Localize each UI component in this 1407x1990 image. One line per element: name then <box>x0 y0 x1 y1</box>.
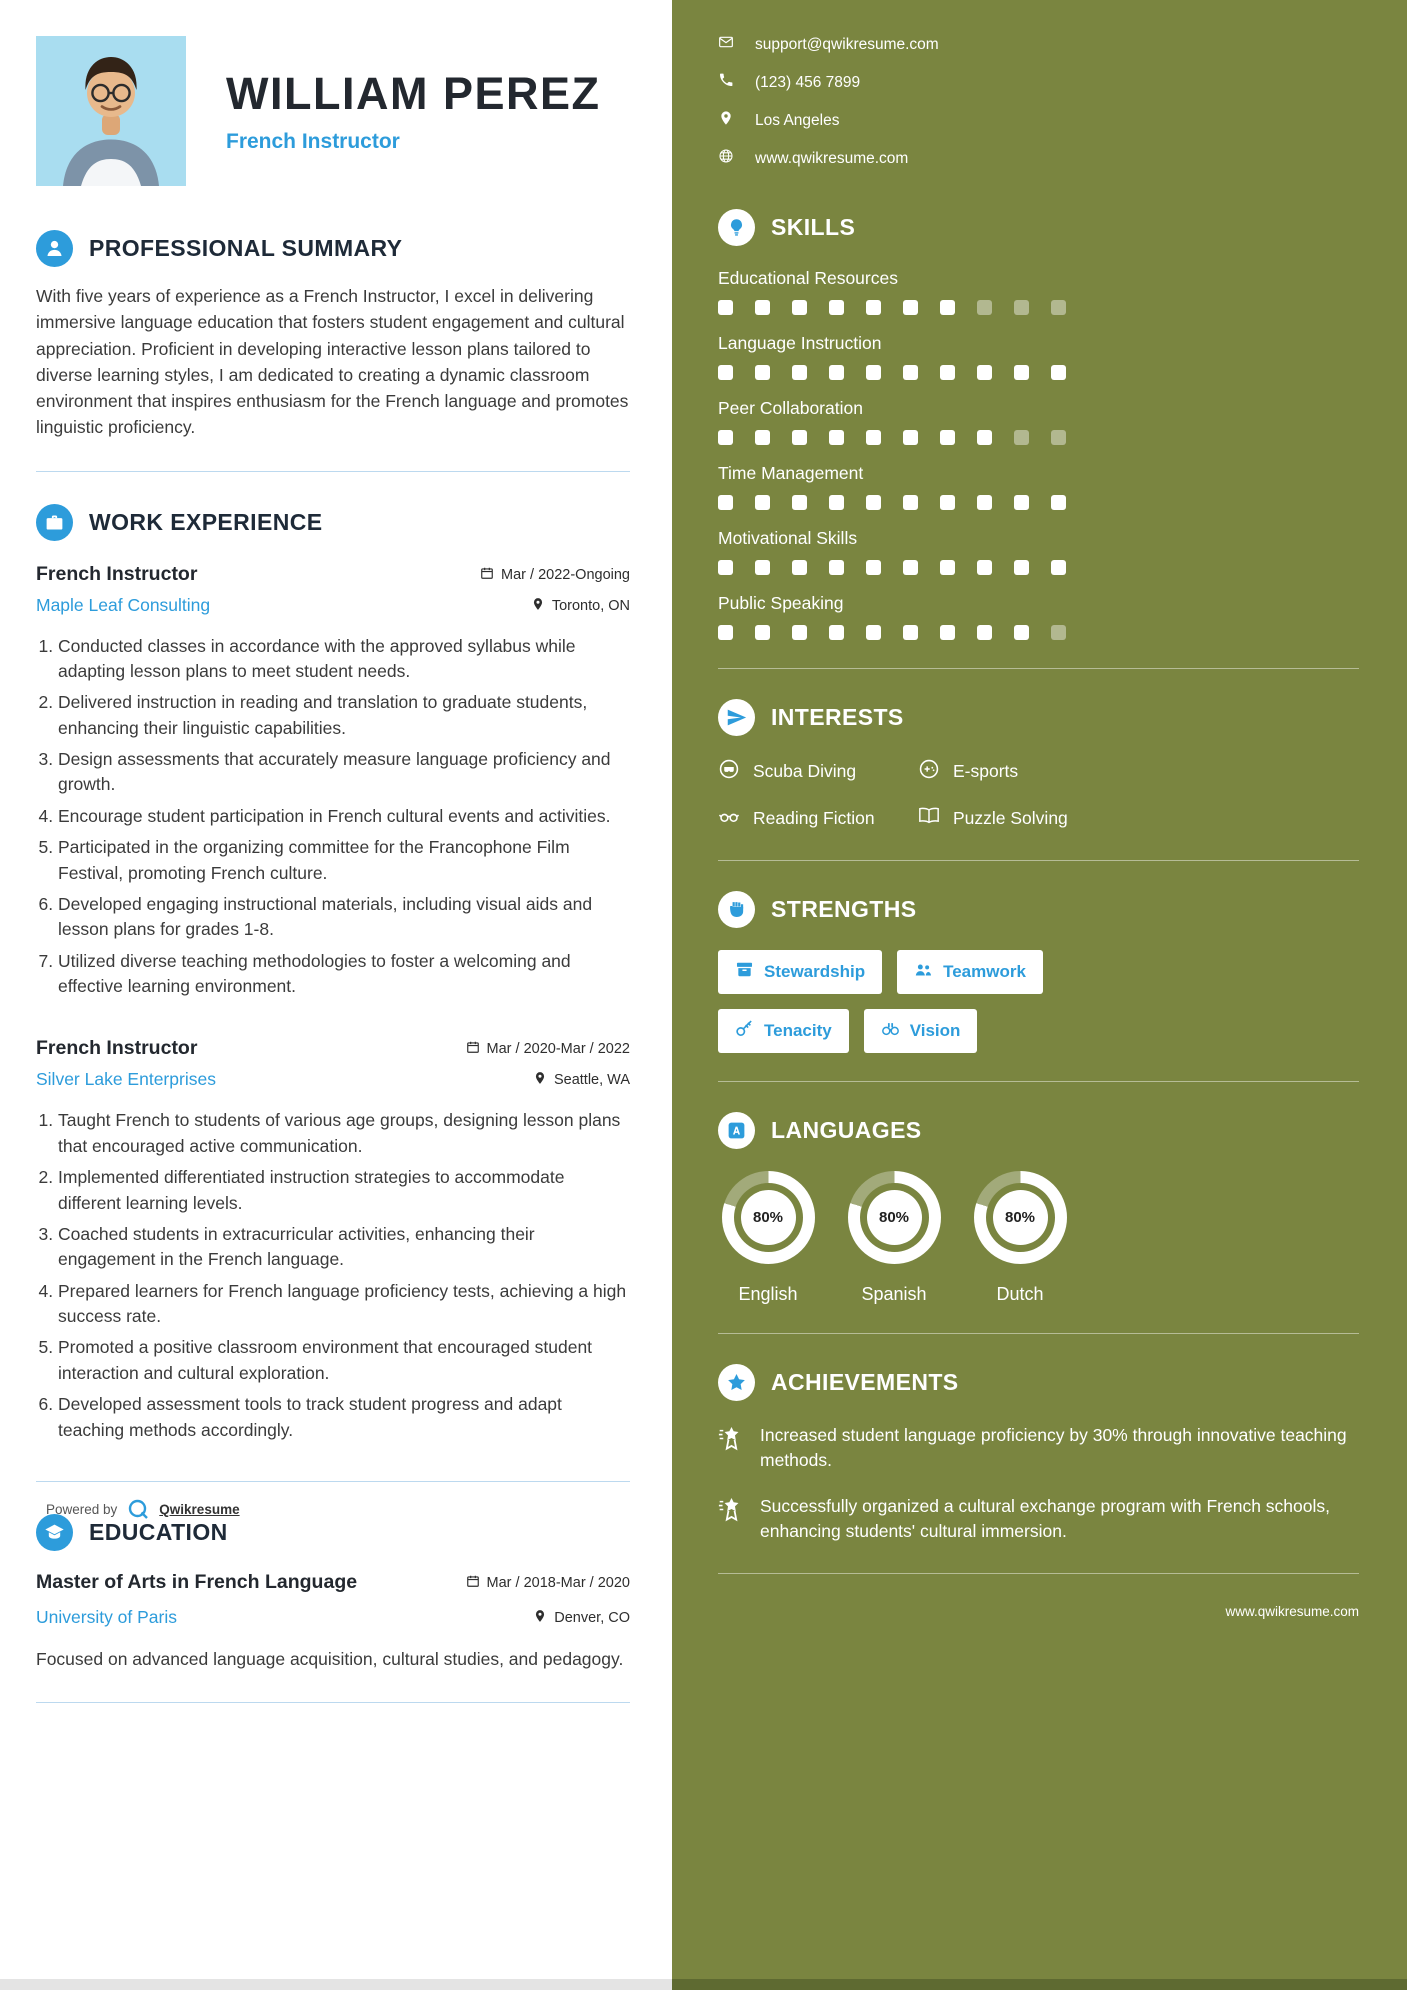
section-skills <box>718 209 1359 640</box>
skill-level-dot <box>866 430 881 445</box>
skills-list <box>718 268 1359 640</box>
binoculars-icon <box>881 1019 900 1043</box>
strength-label: Teamwork <box>943 962 1026 981</box>
skill-level-dot <box>977 625 992 640</box>
skill-level-bar <box>718 430 1359 445</box>
strength-item <box>864 1009 978 1053</box>
powered-by-label: Powered by <box>46 1501 118 1517</box>
achievement-text: Increased student language proficiency by 30% through innovative teaching methods. <box>760 1425 1347 1471</box>
job-bullet: 6. Developed engaging instructional materials, including visual aids and lesson plans for grades 1-8. <box>58 892 630 943</box>
interest-item <box>718 805 908 832</box>
skill-level-dot <box>792 365 807 380</box>
strength-label: Stewardship <box>764 962 866 981</box>
skill-level-dot <box>1051 560 1066 575</box>
section-languages <box>718 1112 1359 1305</box>
skill-level-bar <box>718 300 1359 315</box>
job-bullet: 1. Conducted classes in accordance with the approved syllabus while adapting lesson plans to meet student needs. <box>58 634 630 685</box>
skill-level-dot <box>1014 560 1029 575</box>
skill-level-dot <box>755 365 770 380</box>
skill-level-dot <box>903 300 918 315</box>
skill-level-dot <box>1014 625 1029 640</box>
education-dates-text: Mar / 2018-Mar / 2020 <box>486 1574 630 1591</box>
candidate-name: WILLIAM PEREZ <box>226 68 601 119</box>
skill-item <box>718 333 1359 380</box>
skill-level-dot <box>866 300 881 315</box>
skill-level-dot <box>977 365 992 380</box>
summary-text: With five years of experience as a French Instructor, I excel in delivering immersive language education that fosters student engagement and cultural appreciation. Proficient in developing interactive lesson plans tailored to diverse learning styles, I am dedicated to creating a dynamic classroom environment that inspires enthusiasm for the French language and promotes linguistic proficiency. <box>36 286 629 438</box>
job-location-text: Seattle, WA <box>553 1072 630 1089</box>
phone-icon <box>718 72 734 93</box>
contact-item <box>718 148 1359 169</box>
section-professional-summary <box>36 230 630 441</box>
skill-level-dot <box>977 495 992 510</box>
envelope-icon <box>718 34 734 55</box>
avatar <box>36 36 186 186</box>
skill-level-dot <box>792 430 807 445</box>
language-item <box>844 1171 944 1305</box>
job-bullet: 3. Design assessments that accurately measure language proficiency and growth. <box>58 747 630 798</box>
job-subheader-row <box>36 586 630 616</box>
page-bottom-strip <box>0 1979 1407 1990</box>
strengths-heading: STRENGTHS <box>771 896 917 922</box>
glasses-icon <box>718 805 740 832</box>
language-percent: 80% <box>741 1190 796 1245</box>
gamepad-icon <box>918 758 940 785</box>
strength-label: Vision <box>909 1021 961 1040</box>
calendar-icon <box>466 1574 480 1592</box>
contact-text: support@qwikresume.com <box>755 35 939 53</box>
degree-title: Master of Arts in French Language <box>36 1570 358 1593</box>
strengths-list <box>718 950 1058 1053</box>
skill-level-dot <box>977 430 992 445</box>
job-header-row <box>36 1037 630 1060</box>
interest-label: Puzzle Solving <box>953 808 1068 828</box>
language-ring-hole <box>734 1183 803 1252</box>
skill-level-bar <box>718 365 1359 380</box>
work-heading: WORK EXPERIENCE <box>89 508 323 535</box>
section-strengths <box>718 891 1359 1053</box>
language-percent: 80% <box>867 1190 922 1245</box>
skill-name: Motivational Skills <box>718 528 858 548</box>
medal-icon <box>718 1496 745 1528</box>
job-bullet: 1. Taught French to students of various age groups, designing lesson plans that encouraged active communication. <box>58 1108 630 1159</box>
skill-level-dot <box>755 495 770 510</box>
skill-item <box>718 528 1359 575</box>
skill-level-dot <box>1014 365 1029 380</box>
skill-level-dot <box>1051 495 1066 510</box>
skill-level-dot <box>1014 495 1029 510</box>
achievement-text: Successfully organized a cultural exchange program with French schools, enhancing students' cultural immersion. <box>760 1495 1331 1542</box>
qwikresume-brand-link[interactable]: Qwikresume <box>159 1501 240 1517</box>
pin-icon <box>531 597 545 615</box>
skill-level-dot <box>792 300 807 315</box>
strength-label: Tenacity <box>764 1021 832 1040</box>
achievements-heading: ACHIEVEMENTS <box>771 1369 959 1395</box>
job-bullet: 3. Coached students in extracurricular activities, enhancing their engagement in the French language. <box>58 1222 630 1273</box>
education-location-text: Denver, CO <box>554 1609 630 1626</box>
school-name: University of Paris <box>36 1606 178 1627</box>
job-list <box>36 563 630 1443</box>
pin-icon <box>718 110 734 131</box>
strength-item <box>897 950 1043 994</box>
calendar-icon <box>466 1040 480 1058</box>
skill-name: Public Speaking <box>718 593 844 613</box>
skill-name: Language Instruction <box>718 333 882 353</box>
skill-level-dot <box>866 625 881 640</box>
skill-level-dot <box>718 560 733 575</box>
job-subheader-row <box>36 1060 630 1090</box>
contact-item <box>718 110 1359 131</box>
calendar-icon <box>480 566 494 584</box>
language-label: English <box>738 1284 798 1304</box>
language-ring-hole <box>860 1183 929 1252</box>
header <box>36 36 630 186</box>
skill-level-dot <box>829 625 844 640</box>
job-bullet: 4. Encourage student participation in French cultural events and activities. <box>58 804 630 829</box>
skill-item <box>718 463 1359 510</box>
job-dates-text: Mar / 2020-Mar / 2022 <box>486 1041 630 1058</box>
interest-label: E-sports <box>953 761 1019 781</box>
job-bullets <box>36 634 630 1000</box>
skill-level-dot <box>829 495 844 510</box>
language-item <box>718 1171 818 1305</box>
skill-level-dot <box>1014 300 1029 315</box>
divider <box>718 1333 1359 1334</box>
skill-item <box>718 268 1359 315</box>
strength-item <box>718 950 882 994</box>
interests-heading: INTERESTS <box>771 704 904 730</box>
skill-level-dot <box>792 495 807 510</box>
archive-box-icon <box>735 960 754 984</box>
skill-level-dot <box>903 560 918 575</box>
skill-level-dot <box>903 625 918 640</box>
strength-item <box>718 1009 849 1053</box>
skill-level-dot <box>1051 365 1066 380</box>
interest-label: Reading Fiction <box>753 808 875 828</box>
fist-icon <box>718 891 755 928</box>
skill-level-dot <box>718 300 733 315</box>
contact-text: Los Angeles <box>755 111 840 129</box>
profile-photo <box>36 36 186 186</box>
key-icon <box>735 1019 754 1043</box>
sidebar-website-link[interactable]: www.qwikresume.com <box>1225 1603 1359 1619</box>
skill-level-dot <box>718 625 733 640</box>
star-icon <box>718 1364 755 1401</box>
job-bullets <box>36 1108 630 1443</box>
skill-level-dot <box>792 560 807 575</box>
job-dates <box>480 566 630 584</box>
skill-level-dot <box>718 365 733 380</box>
skill-level-bar <box>718 495 1359 510</box>
contact-item <box>718 72 1359 93</box>
interest-item <box>918 805 1359 832</box>
globe-icon <box>718 148 734 169</box>
skill-level-dot <box>940 625 955 640</box>
job-bullet: 2. Implemented differentiated instruction strategies to accommodate different learning levels. <box>58 1165 630 1216</box>
language-label: Spanish <box>861 1284 927 1304</box>
languages-list <box>718 1171 1359 1305</box>
skill-level-dot <box>1051 300 1066 315</box>
skill-level-dot <box>1051 625 1066 640</box>
language-ring-hole <box>986 1183 1055 1252</box>
divider <box>718 1081 1359 1082</box>
job-dates-text: Mar / 2022-Ongoing <box>501 566 630 583</box>
skill-level-dot <box>1014 430 1029 445</box>
achievement-item <box>718 1423 1359 1474</box>
education-location <box>533 1609 630 1627</box>
languages-heading: LANGUAGES <box>771 1117 922 1143</box>
skill-level-dot <box>903 365 918 380</box>
job-bullet: 4. Prepared learners for French language proficiency tests, achieving a high success rate. <box>58 1279 630 1330</box>
skill-level-dot <box>829 430 844 445</box>
education-description: Focused on advanced language acquisition, cultural studies, and pedagogy. <box>36 1648 624 1669</box>
job-entry <box>36 1037 630 1443</box>
summary-heading: PROFESSIONAL SUMMARY <box>89 235 403 261</box>
paper-plane-icon <box>718 699 755 736</box>
divider <box>718 1573 1359 1574</box>
job-header-row <box>36 563 630 586</box>
briefcase-icon <box>36 504 73 541</box>
lightbulb-icon <box>718 209 755 246</box>
skill-item <box>718 593 1359 640</box>
skill-level-dot <box>903 495 918 510</box>
skill-level-dot <box>940 560 955 575</box>
skill-level-bar <box>718 560 1359 575</box>
job-dates <box>466 1040 630 1058</box>
divider <box>36 1702 630 1703</box>
job-title: French Instructor <box>36 562 198 585</box>
skills-heading: SKILLS <box>771 214 856 240</box>
skill-level-dot <box>940 300 955 315</box>
main-column <box>0 0 672 1990</box>
header-text <box>226 68 600 154</box>
people-icon <box>914 960 933 984</box>
skill-item <box>718 398 1359 445</box>
skill-level-dot <box>718 430 733 445</box>
skill-level-dot <box>792 625 807 640</box>
skill-level-dot <box>977 300 992 315</box>
skill-level-dot <box>755 625 770 640</box>
language-progress-ring <box>974 1171 1067 1264</box>
language-label: Dutch <box>996 1284 1044 1304</box>
interests-list <box>718 758 1359 832</box>
divider <box>718 860 1359 861</box>
job-location <box>533 1071 630 1089</box>
job-company: Silver Lake Enterprises <box>36 1069 216 1090</box>
skill-level-dot <box>866 560 881 575</box>
job-bullet: 5. Promoted a positive classroom environment that encouraged student interaction and cultural exploration. <box>58 1335 630 1386</box>
skill-level-dot <box>829 365 844 380</box>
powered-by-footer <box>46 1497 240 1521</box>
contact-text: (123) 456 7899 <box>755 73 861 91</box>
scuba-mask-icon <box>718 758 740 785</box>
job-bullet: 7. Utilized diverse teaching methodologies to foster a welcoming and effective learning environment. <box>58 949 630 1000</box>
interest-item <box>718 758 908 785</box>
job-bullet: 2. Delivered instruction in reading and translation to graduate students, enhancing their linguistic capabilities. <box>58 690 630 741</box>
skill-level-bar <box>718 625 1359 640</box>
skill-level-dot <box>755 560 770 575</box>
skill-level-dot <box>829 560 844 575</box>
section-work-experience <box>36 504 630 1443</box>
skill-level-dot <box>903 430 918 445</box>
skill-name: Time Management <box>718 463 864 483</box>
job-company: Maple Leaf Consulting <box>36 594 211 615</box>
divider <box>718 668 1359 669</box>
pin-icon <box>533 1071 547 1089</box>
divider <box>36 1481 630 1482</box>
skill-level-dot <box>755 430 770 445</box>
sidebar <box>672 0 1407 1990</box>
skill-level-dot <box>940 365 955 380</box>
book-icon <box>918 805 940 832</box>
skill-level-dot <box>940 430 955 445</box>
skill-level-dot <box>866 365 881 380</box>
achievements-list <box>718 1423 1359 1545</box>
section-education <box>36 1514 630 1672</box>
job-title: French Instructor <box>36 1037 198 1060</box>
job-bullet: 6. Developed assessment tools to track student progress and adapt teaching methods accordingly. <box>58 1392 630 1443</box>
pin-icon <box>533 1609 547 1627</box>
interest-item <box>918 758 1359 785</box>
language-progress-ring <box>722 1171 815 1264</box>
medal-icon <box>718 1425 745 1457</box>
job-location <box>531 597 630 615</box>
skill-level-dot <box>829 300 844 315</box>
skill-level-dot <box>718 495 733 510</box>
contact-text: www.qwikresume.com <box>755 149 909 167</box>
skill-name: Educational Resources <box>718 268 898 288</box>
job-entry <box>36 563 630 1000</box>
skill-name: Peer Collaboration <box>718 398 863 418</box>
skill-level-dot <box>977 560 992 575</box>
education-heading: EDUCATION <box>89 1518 228 1545</box>
skill-level-dot <box>866 495 881 510</box>
language-item <box>970 1171 1070 1305</box>
job-bullet: 5. Participated in the organizing committee for the Francophone Film Festival, promoting French culture. <box>58 835 630 886</box>
language-percent: 80% <box>993 1190 1048 1245</box>
interest-label: Scuba Diving <box>753 761 857 781</box>
achievement-item <box>718 1494 1359 1545</box>
language-progress-ring <box>848 1171 941 1264</box>
translate-icon <box>718 1112 755 1149</box>
divider <box>36 471 630 472</box>
qwikresume-logo-icon <box>126 1497 150 1521</box>
education-dates <box>466 1574 630 1592</box>
candidate-title: French Instructor <box>226 130 400 153</box>
skill-level-dot <box>940 495 955 510</box>
contact-list <box>718 34 1359 169</box>
skill-level-dot <box>755 300 770 315</box>
person-icon <box>36 230 73 267</box>
job-location-text: Toronto, ON <box>551 597 630 614</box>
section-achievements <box>718 1364 1359 1545</box>
section-interests <box>718 699 1359 832</box>
contact-item <box>718 34 1359 55</box>
skill-level-dot <box>1051 430 1066 445</box>
